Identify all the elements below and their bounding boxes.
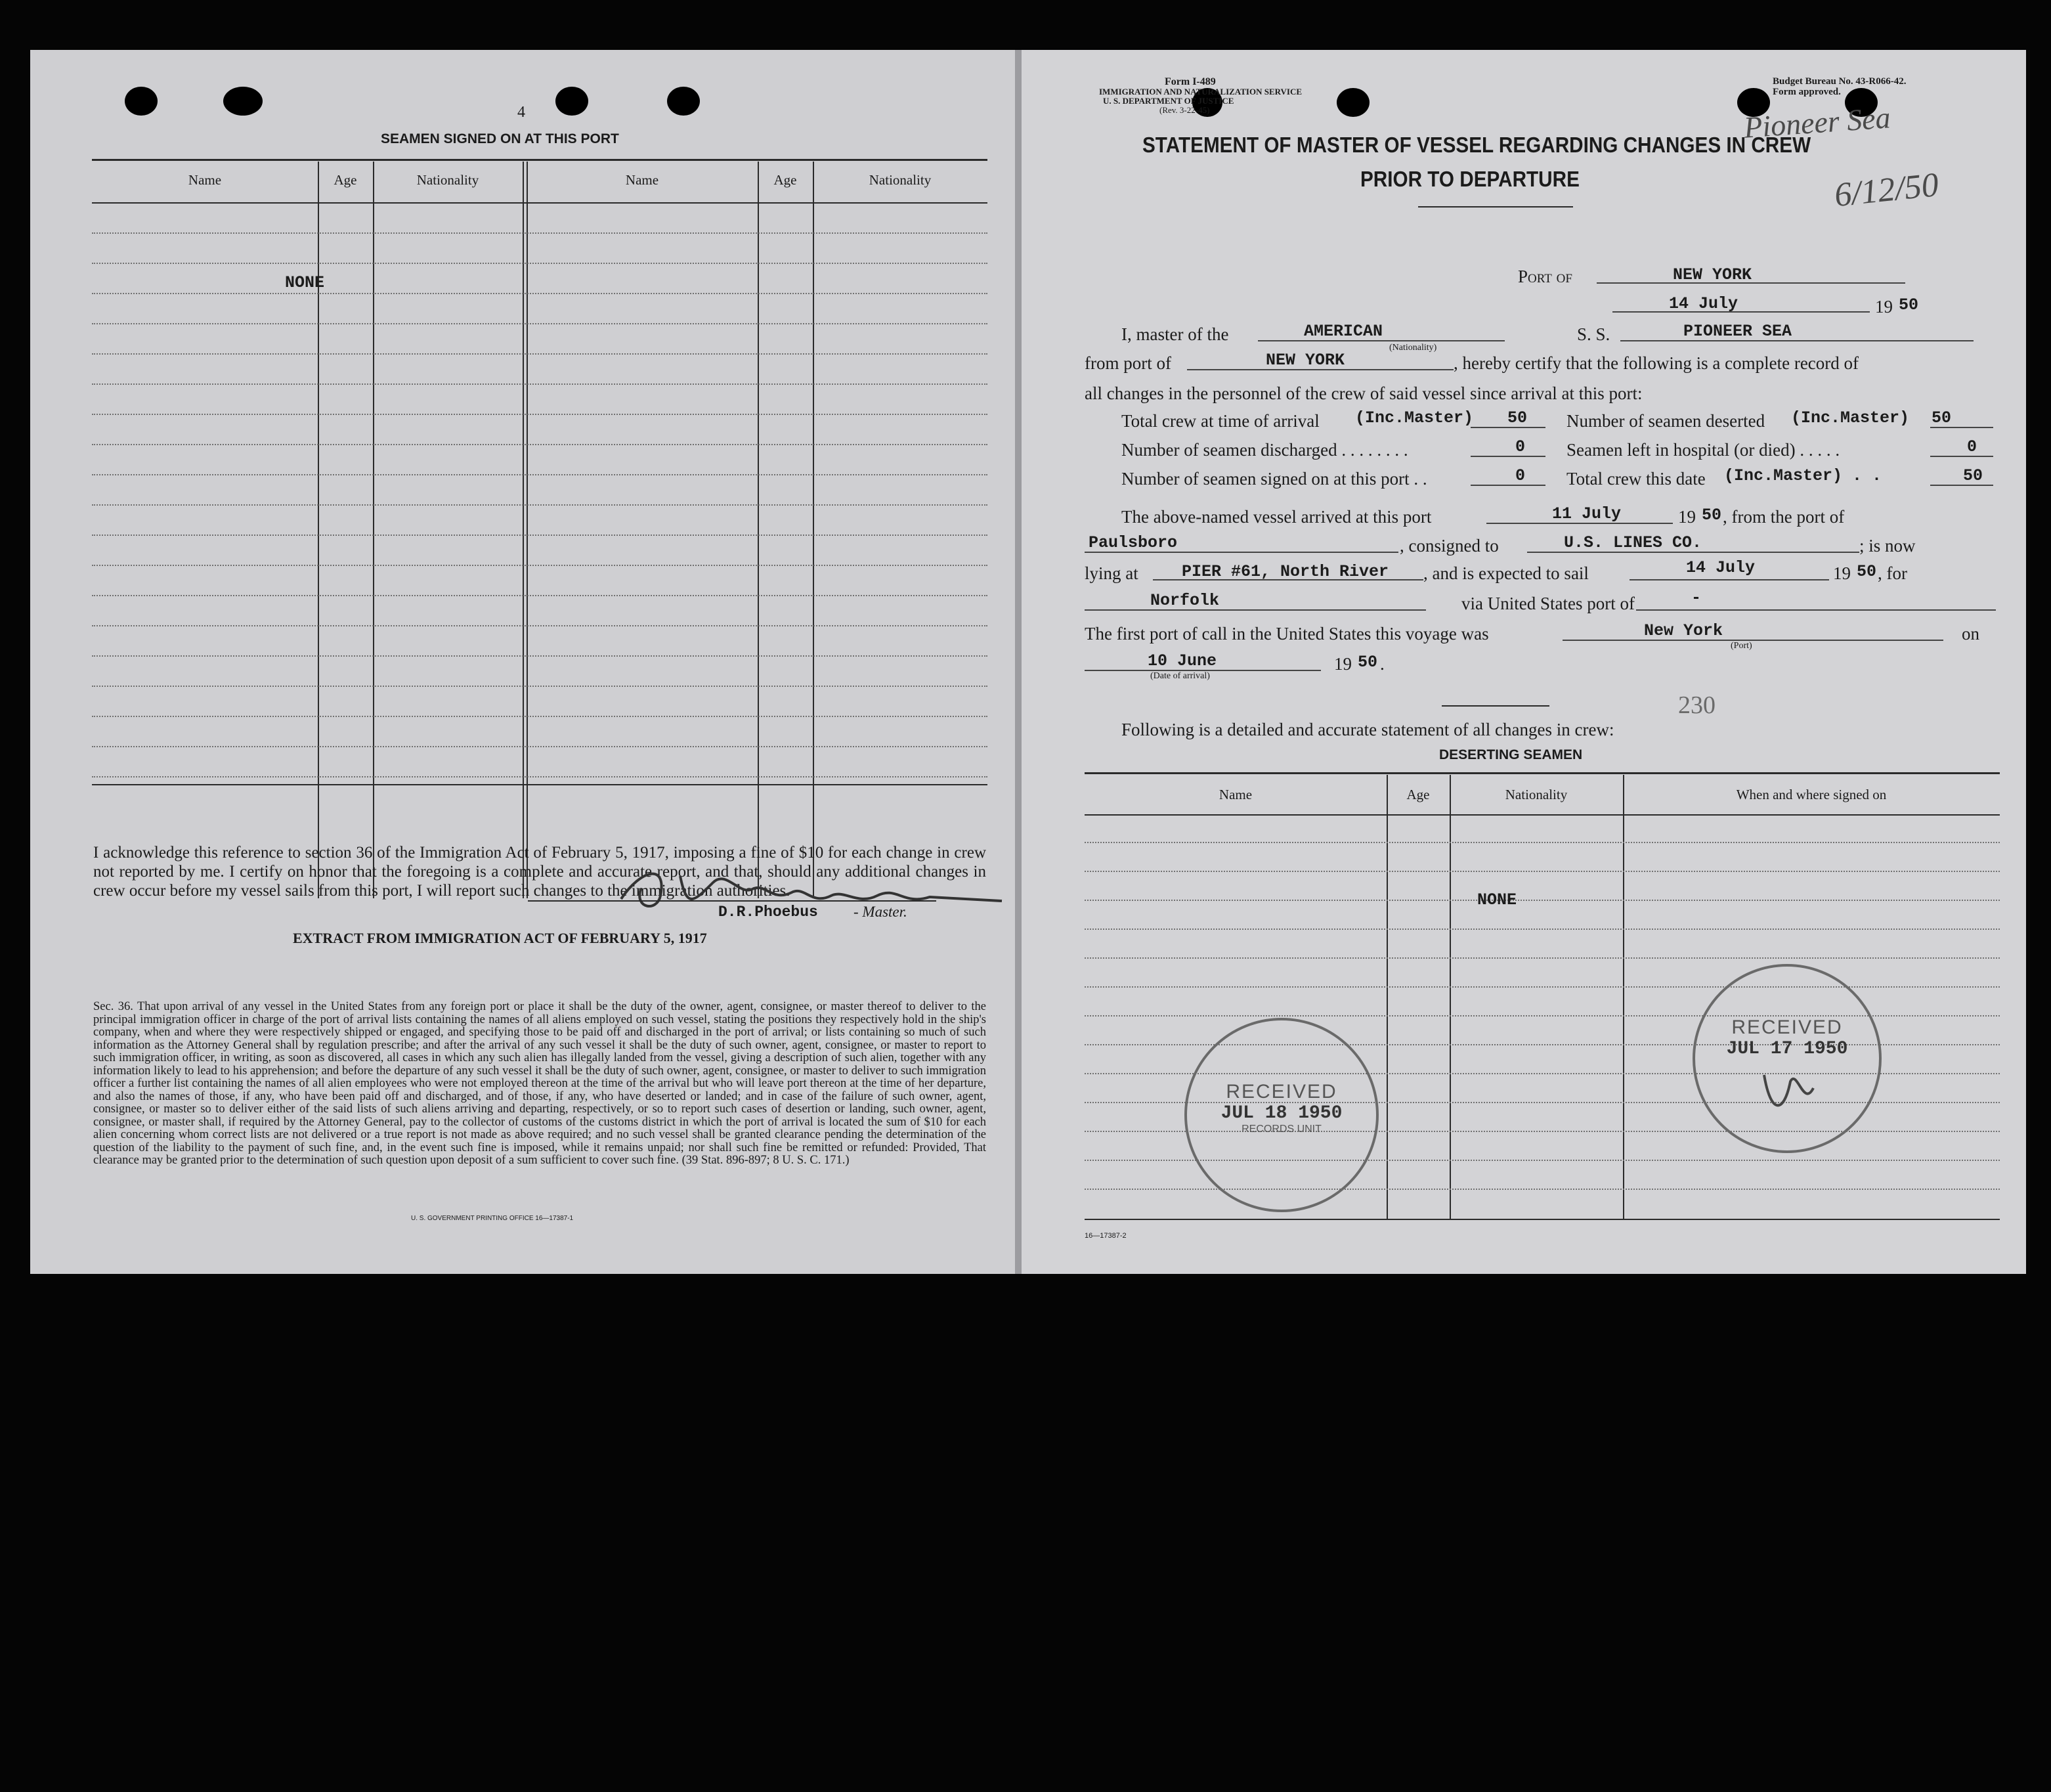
signed-on-label: Number of seamen signed on at this port . . [1121, 469, 1427, 489]
agency-line-2: U. S. DEPARTMENT OF JUSTICE [1103, 96, 1234, 106]
ruled-line [92, 353, 987, 355]
acknowledgement-text: I acknowledge this reference to section 36 of the Immigration Act of February 5, 1917, imposing a fine of $10 for each change in crew not reported by me. I certify on honor that the foregoing is a complete and accurate report, and that, should any additional changes in crew occur before my vessel sails from this port, I will report such changes to the immigration authorities. [93, 844, 986, 900]
ruled-line [1085, 871, 2000, 872]
ruled-line [92, 716, 987, 717]
ruled-line [92, 263, 987, 264]
arrived-year-prefix: 19 [1678, 507, 1696, 527]
budget-line-1: Budget Bureau No. 43-R066-42. [1773, 76, 1907, 87]
hospital-value: 0 [1967, 437, 1977, 456]
extract-title: EXTRACT FROM IMMIGRATION ACT OF FEBRUARY 5, 1917 [293, 930, 707, 946]
is-now-label: ; is now [1859, 536, 1916, 556]
column-divider [318, 162, 319, 898]
master-label: - Master. [853, 904, 907, 920]
destination-value: Norfolk [1150, 591, 1220, 610]
punch-hole [555, 87, 588, 116]
punch-hole [1337, 88, 1370, 117]
hospital-label: Seamen left in hospital (or died) . . . . . [1566, 440, 1840, 460]
received-stamp [1693, 964, 1882, 1153]
column-header-name: Name [1219, 787, 1253, 802]
column-divider [523, 162, 524, 898]
field-line [1620, 340, 1974, 341]
total-today-value: 50 [1963, 466, 1983, 485]
printer-line: U. S. GOVERNMENT PRINTING OFFICE 16—17387-1 [411, 1215, 574, 1222]
via-label: via United States port of [1461, 594, 1635, 613]
section-title: SEAMEN SIGNED ON AT THIS PORT [381, 131, 619, 146]
ruled-line [92, 474, 987, 475]
deserted-note: (Inc.Master) [1791, 408, 1910, 427]
received-stamp-records-unit [1184, 1018, 1379, 1212]
column-header-age: Age [334, 172, 357, 188]
total-today-note: (Inc.Master) . . [1724, 466, 1882, 485]
table-top-rule [92, 159, 987, 161]
form-title-line-1: STATEMENT OF MASTER OF VESSEL REGARDING CHANGES IN CREW [1142, 133, 1811, 157]
column-header-name: Name [188, 172, 222, 188]
field-line [1471, 485, 1545, 486]
ruled-line [92, 595, 987, 596]
sail-date: 14 July [1686, 558, 1756, 577]
column-header-nationality: Nationality [869, 172, 932, 188]
field-line [1636, 609, 1996, 611]
port-caption: (Port) [1731, 641, 1752, 651]
field-line [1085, 609, 1426, 611]
signature-line [528, 900, 936, 902]
arrived-from-port: Paulsboro [1089, 533, 1178, 552]
ruled-line [92, 746, 987, 747]
field-line [1930, 485, 1993, 486]
stamp-date: JUL 18 1950 [1220, 1103, 1343, 1124]
nationality-caption: (Nationality) [1389, 343, 1437, 353]
stamp-sub-label: RECORDS UNIT [1241, 1124, 1322, 1135]
ruled-line [92, 293, 987, 294]
typed-master-name: D.R.Phoebus [718, 904, 818, 921]
deserted-value: 50 [1932, 408, 1952, 427]
title-underline [1418, 206, 1573, 208]
column-divider [373, 162, 374, 898]
arrival-date-caption: (Date of arrival) [1150, 671, 1210, 681]
ruled-line [1085, 986, 2000, 988]
stamped-number: 230 [1678, 691, 1716, 719]
total-today-label: Total crew this date [1566, 469, 1706, 489]
master-of-label: I, master of the [1121, 324, 1229, 344]
ruled-line [92, 565, 987, 566]
footer-form-code: 16—17387-2 [1085, 1232, 1127, 1240]
field-line [1612, 311, 1870, 313]
period-mark: . [1380, 654, 1385, 674]
ruled-line [92, 232, 987, 234]
left-page [30, 50, 1020, 1274]
ruled-line [92, 776, 987, 777]
column-divider [527, 162, 528, 898]
signed-on-value: 0 [1515, 466, 1526, 485]
field-line [1630, 579, 1829, 580]
separator-line [1442, 705, 1549, 707]
arrival-date-value: 10 June [1148, 651, 1217, 670]
ruled-line [92, 444, 987, 445]
field-line [1930, 456, 1993, 457]
expected-sail-label: , and is expected to sail [1423, 563, 1589, 583]
lying-at-label: lying at [1085, 563, 1138, 583]
from-port-label: from port of [1085, 353, 1171, 373]
total-crew-arrival-note: (Inc.Master) [1355, 408, 1474, 427]
on-label: on [1962, 624, 1979, 644]
following-text: Following is a detailed and accurate statement of all changes in crew: [1121, 720, 1614, 739]
discharged-value: 0 [1515, 437, 1526, 456]
ruled-line [92, 323, 987, 324]
column-divider [813, 162, 814, 898]
vessel-name-value: PIONEER SEA [1683, 322, 1792, 341]
arrived-label: The above-named vessel arrived at this port [1121, 507, 1432, 527]
port-label: Port of [1518, 267, 1572, 286]
table-entry-none: NONE [1477, 890, 1517, 909]
ruled-line [92, 686, 987, 687]
arrived-year: 50 [1702, 506, 1722, 525]
nationality-value: AMERICAN [1304, 322, 1383, 341]
ruled-line [92, 625, 987, 626]
table-bottom-rule [92, 784, 987, 785]
from-port-value: NEW YORK [1266, 351, 1345, 370]
arrival-year: 50 [1358, 653, 1378, 672]
column-header-signed-on: When and where signed on [1736, 787, 1887, 802]
ruled-line [1085, 900, 2000, 901]
port-value: NEW YORK [1673, 265, 1752, 284]
form-number: Form I-489 [1165, 76, 1216, 87]
column-header-nationality: Nationality [1505, 787, 1568, 802]
stamp-initials-scribble [1751, 1062, 1823, 1121]
stamp-date: JUL 17 1950 [1726, 1039, 1848, 1059]
field-line [1471, 456, 1545, 457]
agency-line-3: (Rev. 3-22-45) [1159, 105, 1210, 115]
deserting-seamen-title: DESERTING SEAMEN [1439, 747, 1583, 762]
handwritten-vessel-name: Pioneer Sea [1742, 100, 1892, 144]
column-header-nationality: Nationality [416, 172, 479, 188]
arrived-date: 11 July [1552, 504, 1622, 523]
year-value: 50 [1899, 295, 1919, 315]
table-header-rule [92, 202, 987, 204]
form-title-line-2: PRIOR TO DEPARTURE [1360, 167, 1580, 191]
total-crew-arrival-value: 50 [1507, 408, 1528, 427]
ruled-line [1085, 929, 2000, 930]
ruled-line [1085, 957, 2000, 959]
column-header-name: Name [625, 172, 659, 188]
from-the-port-label: , from the port of [1723, 507, 1845, 527]
table-bottom-rule [1085, 1219, 2000, 1220]
budget-line-2: Form approved. [1773, 87, 1841, 97]
sail-year-prefix: 19 [1833, 563, 1851, 583]
stamp-received-label: RECEIVED [1731, 1016, 1843, 1038]
arrival-year-prefix: 19 [1334, 654, 1352, 674]
column-divider [758, 162, 759, 898]
field-line [1563, 640, 1943, 641]
extract-text: Sec. 36. That upon arrival of any vessel in the United States from any foreign port or place it shall be the duty of the owner, agent, consignee, or master thereof to deliver to the principal immigration officer in charge of the port of arrival lists containing the names of all aliens employed on such vessel, stating the positions they respectively hold in the ship's company, when and where they were respectively shipped or engaged, and specifying those to be paid off and discharged in the port of arrival; or lists containing so much of such information as the Attorney General shall by regulation prescribe; and after the arrival of any such vessel it shall be the duty of such owner, agent, consignee, or master to report to such immigration officer, in writing, as soon as discovered, all cases in which any such alien has illegally landed from the vessel, giving a description of such alien, together with any information likely to lead to his apprehension; and before the departure of any such vessel it shall be the duty of such owner, agent, consignee, or master to deliver to such immigration officer a further list containing the names of all alien employees who were not employed thereon at the time of the arrival but who will leave port thereon at the time of her departure, and also the names of those, if any, who have been paid off and discharged, and of those, if any, who have deserted or landed; and in case of the failure of such owner, agent, consignee, or master so to deliver either of the said lists of such aliens arriving and departing, respectively, or so to report such cases of desertion or landing, such owner, agent, consignee, or master shall, if required by the Attorney General, pay to the collector of customs of the customs district in which the port of arrival is located the sum of $10 for each alien concerning whom correct lists are not delivered or a true report is not made as above required; and no such vessel shall be granted clearance pending the determination of the question of the liability to the payment of such fine, and, in the event such fine is imposed, while it remains unpaid; nor shall such fine be remitted or refunded: Provided, That clearance may be granted prior to the determination of such question upon deposit of a sum sufficient to cover such fine. (39 Stat. 896-897; 8 U. S. C. 171.) [93, 1000, 986, 1167]
agency-line-1: IMMIGRATION AND NATURALIZATION SERVICE [1099, 87, 1303, 97]
ruled-line [92, 414, 987, 415]
punch-hole [125, 87, 158, 116]
changes-text: all changes in the personnel of the crew of said vessel since arrival at this port: [1085, 383, 1643, 403]
total-crew-arrival-label: Total crew at time of arrival [1121, 411, 1320, 431]
table-entry-none: NONE [285, 273, 325, 292]
certify-text: , hereby certify that the following is a complete record of [1454, 353, 1859, 373]
stamp-received-label: RECEIVED [1226, 1081, 1337, 1103]
table-header-rule [1085, 814, 2000, 816]
ruled-line [1085, 842, 2000, 843]
deserted-label: Number of seamen deserted [1566, 411, 1765, 431]
ruled-line [92, 655, 987, 657]
consigned-label: , consigned to [1400, 536, 1499, 556]
first-port-value: New York [1644, 621, 1723, 640]
discharged-label: Number of seamen discharged . . . . . . . . [1121, 440, 1408, 460]
page-number: 4 [517, 104, 525, 121]
column-header-age: Age [773, 172, 797, 188]
consigned-value: U.S. LINES CO. [1564, 533, 1702, 552]
punch-hole [667, 87, 700, 116]
year-prefix: 19 [1875, 297, 1893, 317]
first-port-label: The first port of call in the United States this voyage was [1085, 624, 1489, 644]
date-value: 14 July [1669, 294, 1738, 313]
via-value: - [1691, 588, 1702, 607]
handwritten-date: 6/12/50 [1832, 165, 1941, 215]
ss-label: S. S. [1577, 324, 1610, 344]
sail-year: 50 [1857, 562, 1877, 581]
lying-at-value: PIER #61, North River [1182, 562, 1389, 581]
ruled-line [92, 504, 987, 506]
for-label: , for [1878, 563, 1907, 583]
column-header-age: Age [1406, 787, 1430, 802]
ruled-line [92, 535, 987, 536]
right-page [1022, 50, 2026, 1274]
ruled-line [92, 383, 987, 385]
table-top-rule [1085, 772, 2000, 774]
punch-hole [223, 87, 263, 116]
